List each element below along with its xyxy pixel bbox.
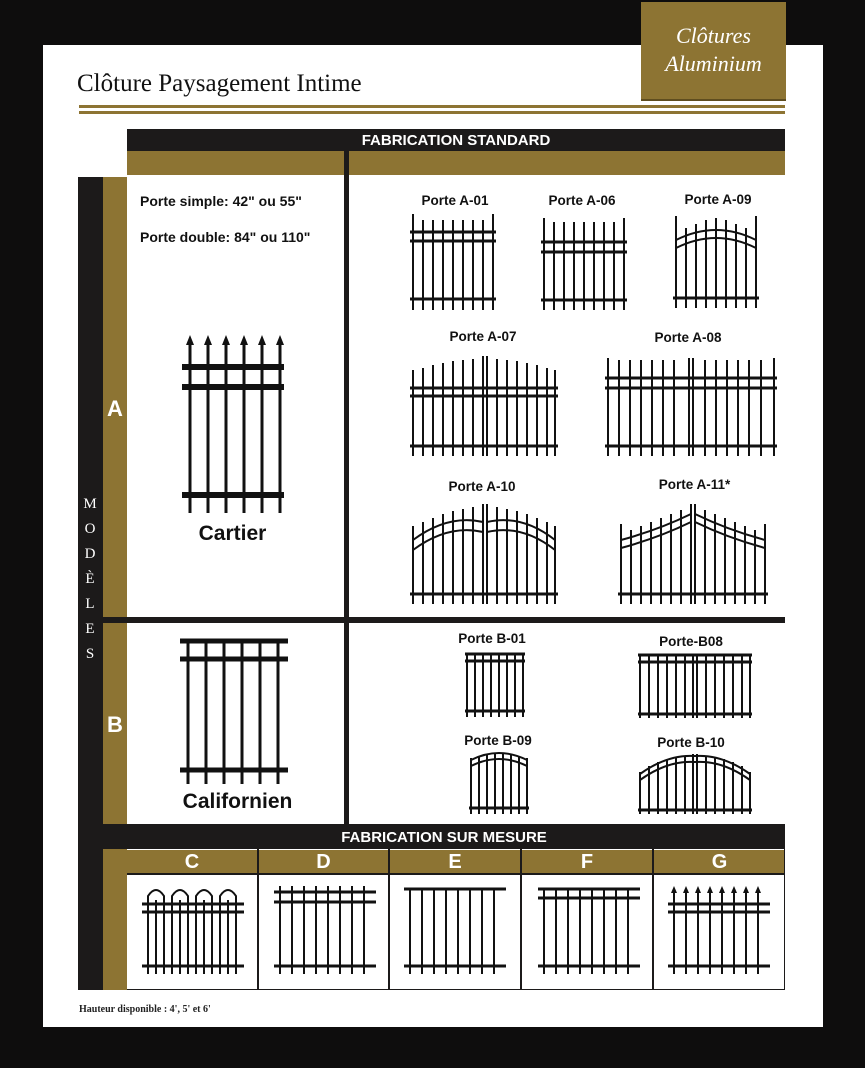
- title-rule-bottom: [79, 111, 785, 114]
- custom-grid-divider-2: [388, 849, 390, 990]
- custom-model-c-label: C: [127, 850, 257, 873]
- gate-a10-drawing: [410, 500, 558, 606]
- model-a-name: Cartier: [198, 522, 267, 545]
- gate-a09-drawing: [673, 210, 759, 310]
- title-rule-top: [79, 105, 785, 108]
- gate-a08-drawing: [605, 350, 777, 458]
- gate-a11-label: Porte A-11*: [658, 477, 731, 492]
- custom-grid-right: [784, 849, 785, 990]
- custom-e-drawing: [404, 884, 506, 976]
- gate-b09-label: Porte B-09: [464, 733, 532, 748]
- custom-model-f-label: F: [522, 850, 652, 873]
- custom-model-d-label: D: [259, 850, 388, 873]
- brand-line-2: Aluminium: [665, 51, 762, 76]
- custom-grid-divider-1: [257, 849, 259, 990]
- custom-grid-bottom: [127, 989, 785, 990]
- californien-fence-drawing: [180, 638, 290, 786]
- model-a-letter: A: [107, 396, 123, 421]
- custom-gold-strip: [103, 849, 127, 990]
- gate-a07-drawing: [410, 350, 558, 458]
- custom-model-e-label: E: [390, 850, 520, 873]
- model-b-letter: B: [107, 712, 123, 737]
- gate-b10-drawing: [638, 752, 752, 816]
- gate-a09-label: Porte A-09: [684, 192, 752, 207]
- cartier-fence-drawing: [180, 335, 285, 515]
- gate-b09-drawing: [469, 750, 529, 816]
- custom-model-g-label: G: [654, 850, 785, 873]
- custom-grid-divider-3: [520, 849, 522, 990]
- custom-header: FABRICATION SUR MESURE: [103, 824, 785, 849]
- gate-b10-label: Porte B-10: [657, 735, 725, 750]
- models-vertical-label: M O D È L E S: [83, 496, 97, 662]
- gate-a07-label: Porte A-07: [449, 329, 517, 344]
- brand-line-1: Clôtures: [676, 23, 751, 48]
- gate-b08-drawing: [638, 652, 752, 720]
- custom-grid-top: [127, 873, 785, 875]
- gate-b01-label: Porte B-01: [458, 631, 526, 646]
- spec-double-gate: Porte double: 84" ou 110": [140, 229, 311, 245]
- gate-a06-drawing: [541, 212, 627, 312]
- custom-g-drawing: [668, 884, 770, 976]
- row-divider: [103, 617, 785, 623]
- standard-header: FABRICATION STANDARD: [127, 129, 785, 151]
- standard-gold-band: [127, 151, 785, 175]
- custom-grid-divider-4: [652, 849, 654, 990]
- brand-ribbon: [641, 2, 786, 101]
- gate-a06-label: Porte A-06: [548, 193, 616, 208]
- gate-b01-drawing: [465, 651, 525, 719]
- column-divider: [344, 151, 349, 824]
- model-b-name: Californien: [182, 790, 293, 813]
- page-title: Clôture Paysagement Intime: [77, 70, 362, 97]
- spec-single-gate: Porte simple: 42" ou 55": [140, 193, 302, 209]
- gate-a08-label: Porte A-08: [654, 330, 722, 345]
- custom-f-drawing: [538, 884, 640, 976]
- gate-a11-drawing: [618, 500, 768, 606]
- gate-a01-drawing: [410, 212, 496, 312]
- footer-note: Hauteur disponible : 4', 5' et 6': [79, 1004, 211, 1015]
- gate-b08-label: Porte-B08: [659, 634, 723, 649]
- custom-c-drawing: [142, 884, 244, 976]
- custom-d-drawing: [274, 884, 376, 976]
- gate-a01-label: Porte A-01: [421, 193, 489, 208]
- gate-a10-label: Porte A-10: [448, 479, 516, 494]
